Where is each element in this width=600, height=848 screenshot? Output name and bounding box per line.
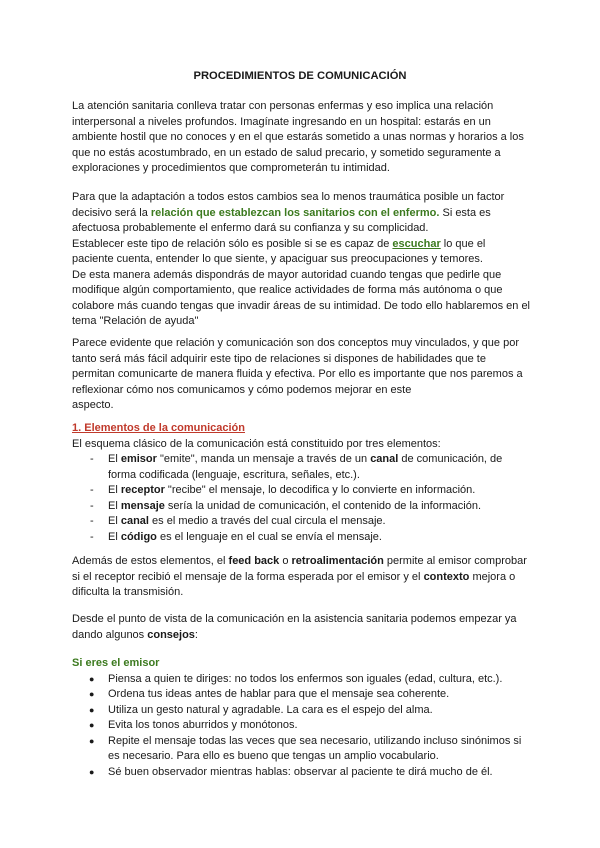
list-item: ● Sé buen observador mientras hablas: observar al paciente te dirá mucho de él. — [89, 765, 493, 778]
list-item: - El código es el lenguaje en el cual se envía el mensaje. — [90, 530, 382, 543]
elements-list — [72, 452, 530, 545]
context-term: contexto — [423, 570, 470, 583]
section-heading: Si eres el emisor — [72, 657, 160, 669]
list-item: - El canal es el medio a través del cual circula el mensaje. — [90, 515, 386, 527]
advice-term: consejos — [147, 628, 195, 641]
feedback-term: feed back — [228, 555, 280, 567]
section-lead: El esquema clásico de la comunicación está constituido por tres elementos: — [72, 437, 441, 450]
retroalimentacion-term: retroalimentación — [291, 555, 384, 567]
feedback-paragraph: Además de estos elementos, el feed back o retroalimentación permite al emisor comprobar si el receptor recibió el mensaje de la forma esperada por el emisor y el contexto mejora o dificulta la transmisión. — [72, 555, 527, 598]
list-item: - El receptor "recibe" el mensaje, lo decodifica y lo convierte en información. — [90, 484, 476, 496]
list-item: ● Piensa a quien te diriges: no todos los enfermos son iguales (edad, cultura, etc.). — [89, 672, 503, 685]
paragraph-text: Para que la adaptación a todos estos cambios sea lo menos traumática posible un factor decisivo será la — [72, 191, 505, 219]
list-item: ● Repite el mensaje todas las veces que sea necesario, utilizando incluso sinónimos si es necesario. Para ello es bueno que tengas un amplio vocabulario. — [89, 734, 522, 762]
paragraph-text: De esta manera además dispondrás de mayor autoridad cuando tengas que pedirle que modifique algún comportamiento, que realice actividades de forma más autónoma o que colabore más cuando tengas que invadir áreas de su intimidad. De todo ello hablaremos en el tema "Relación de ayuda" — [72, 268, 531, 327]
advice-paragraph: Desde el punto de vista de la comunicación en la asistencia sanitaria podemos empezar ya dando algunos consejos: — [72, 613, 517, 641]
advice-list — [72, 672, 530, 781]
emitter-section — [72, 656, 530, 780]
paragraph-text: Si esta es afectuosa probablemente el enfermo dará su confianza y su complicidad. — [72, 206, 491, 234]
highlighted-phrase: relación que establezcan los sanitarios con el enfermo. — [150, 206, 440, 219]
list-item: ● Ordena tus ideas antes de hablar para que el mensaje sea coherente. — [89, 688, 450, 700]
paragraph-text: Parece evidente que relación y comunicación son dos conceptos muy vinculados, y que por tanto será más fácil adquirir este tipo de relaciones si dispones de habilidades que te permitan comunicarte de manera fluida y efectiva. Por ello es importante que nos paremos a reflexionar cómo nos comunicamos y cómo podemos mejorar en este — [72, 337, 523, 396]
list-item: ● Evita los tonos aburridos y monótonos. — [89, 719, 298, 731]
list-item: - El emisor "emite", manda un mensaje a través de un canal de comunicación, de forma codificada (lenguaje, escritura, señales, etc.). — [90, 453, 503, 481]
listen-keyword: escuchar — [392, 237, 441, 250]
paragraph-text: Establecer este tipo de relación sólo es posible si se es capaz de — [72, 237, 393, 250]
list-item: ● Utiliza un gesto natural y agradable. La cara es el espejo del alma. — [89, 703, 433, 716]
elements-section — [72, 421, 530, 545]
paragraph-text: aspecto. — [72, 399, 114, 411]
list-item: - El mensaje sería la unidad de comunicación, el contenido de la información. — [90, 499, 482, 512]
page-title: PROCEDIMIENTOS DE COMUNICACIÓN — [193, 70, 407, 82]
communication-paragraph — [72, 336, 530, 414]
relationship-paragraph — [72, 190, 530, 330]
intro-paragraph: La atención sanitaria conlleva tratar con personas enfermas y eso implica una relación interpersonal a niveles profundos. Imagínate ingresando en un hospital: estarás en un ambiente hostil que no conoces y en el que estarás sometido a unas normas y horarios a los que no estás acostumbrado, en un estado de salud precario, y sometido seguramente a exploraciones y procedimientos que comprometerán tu intimidad. — [72, 100, 524, 174]
section-heading: 1. Elementos de la comunicación — [72, 422, 245, 434]
paragraph-text: lo que el paciente cuenta, entender lo que siente, y apaciguar sus preocupaciones y temores. — [72, 237, 486, 265]
